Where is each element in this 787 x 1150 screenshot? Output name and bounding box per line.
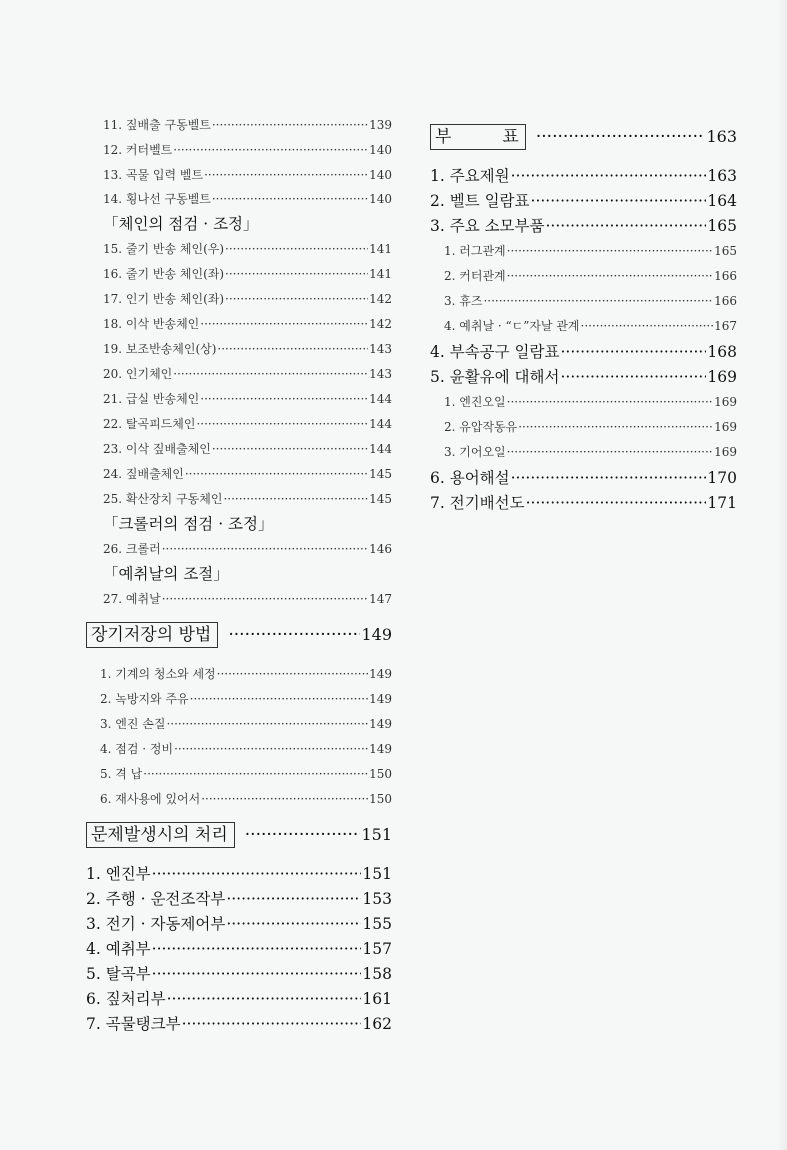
leader-dots — [190, 692, 368, 706]
toc-entry-page: 146 — [369, 542, 392, 556]
toc-entry-label: 6. 용어해설 — [430, 469, 510, 487]
leader-dots — [225, 242, 368, 256]
leader-dots — [162, 592, 368, 606]
toc-entry-page: 166 — [714, 269, 737, 283]
toc-entry-label: 22. 탈곡피드체인 — [103, 417, 196, 431]
toc-entry[interactable] — [103, 166, 392, 183]
leader-dots — [560, 368, 706, 386]
toc-entry-page: 149 — [369, 742, 392, 756]
leader-dots — [560, 343, 706, 361]
toc-entry-page: 139 — [369, 118, 392, 132]
leader-dots — [204, 168, 368, 182]
toc-entry[interactable] — [100, 665, 392, 682]
leader-dots — [182, 1015, 362, 1033]
leader-dots — [545, 217, 706, 235]
toc-entry-label: 27. 예취날 — [103, 592, 161, 606]
toc-entry[interactable] — [103, 141, 392, 158]
toc-entry[interactable] — [103, 590, 392, 607]
toc-entry[interactable] — [103, 116, 392, 133]
toc-entry-label: 24. 짚배출체인 — [103, 467, 184, 481]
toc-entry[interactable] — [100, 715, 392, 732]
leader-dots — [212, 192, 368, 206]
leader-dots — [223, 492, 368, 506]
toc-entry-page: 168 — [707, 343, 737, 361]
leader-dots — [217, 667, 368, 681]
leader-dots — [483, 294, 713, 308]
toc-entry-label: 5. 격 납 — [100, 767, 143, 781]
leader-dots — [162, 542, 368, 556]
toc-entry-page: 155 — [362, 915, 392, 933]
toc-entry-label: 2. 주행 · 운전조작부 — [86, 890, 226, 908]
toc-entry-label: 2. 녹방지와 주유 — [100, 692, 189, 706]
toc-entry-label: 7. 곡물탱크부 — [86, 1015, 181, 1033]
toc-entry[interactable] — [103, 315, 392, 332]
chapter-title: 장기저장의 방법 — [86, 622, 218, 648]
leader-dots — [152, 965, 362, 983]
toc-entry-page: 161 — [362, 990, 392, 1008]
toc-entry-label: 20. 인기체인 — [103, 367, 173, 381]
toc-entry-page: 140 — [369, 192, 392, 206]
toc-entry-page: 158 — [362, 965, 392, 983]
toc-entry[interactable] — [86, 1012, 392, 1034]
chapter-page: 163 — [706, 127, 737, 146]
leader-dots — [228, 625, 360, 645]
toc-entry-label: 4. 예취부 — [86, 940, 151, 958]
toc-entry-page: 164 — [707, 192, 737, 210]
section-heading-crawler: 「크롤러의 점검 · 조정」 — [103, 515, 274, 533]
toc-entry-page: 142 — [369, 292, 392, 306]
toc-entry-label: 19. 보조반송체인(상) — [103, 342, 217, 356]
toc-entry[interactable] — [103, 290, 392, 307]
toc-entry-page: 144 — [369, 392, 392, 406]
toc-entry-label: 16. 줄기 반송 체인(좌) — [103, 267, 225, 281]
toc-entry-label: 21. 급실 반송체인 — [103, 392, 200, 406]
section-heading-blade: 「예취날의 조절」 — [103, 565, 229, 583]
chapter-title: 문제발생시의 처리 — [86, 822, 235, 848]
toc-entry-label: 1. 엔진오일 — [444, 395, 506, 409]
toc-entry-label: 4. 예취날 · “ㄷ”자날 관계 — [444, 319, 580, 333]
toc-entry[interactable] — [103, 540, 392, 557]
leader-dots — [217, 342, 368, 356]
toc-subentry[interactable] — [444, 317, 737, 334]
toc-entry[interactable] — [430, 466, 737, 488]
toc-entry[interactable] — [100, 740, 392, 757]
chapter-heading-trouble[interactable] — [86, 822, 392, 848]
toc-subentry[interactable] — [444, 393, 737, 410]
leader-dots — [212, 118, 368, 132]
toc-entry-label: 4. 점검 · 정비 — [100, 742, 174, 756]
toc-entry[interactable] — [103, 265, 392, 282]
leader-dots — [173, 367, 368, 381]
toc-subentry[interactable] — [444, 418, 737, 435]
toc-entry-page: 165 — [707, 217, 737, 235]
leader-dots — [143, 767, 368, 781]
leader-dots — [511, 167, 707, 185]
leader-dots — [511, 469, 707, 487]
leader-dots — [196, 417, 368, 431]
toc-entry-label: 6. 재사용에 있어서 — [100, 792, 201, 806]
toc-entry[interactable] — [103, 465, 392, 482]
leader-dots — [518, 420, 713, 434]
leader-dots — [152, 940, 362, 958]
toc-entry-page: 140 — [369, 143, 392, 157]
section-heading-chain: 「체인의 점검 · 조정」 — [103, 215, 259, 233]
leader-dots — [166, 717, 368, 731]
chapter-heading-storage[interactable] — [86, 622, 392, 648]
toc-entry-page: 169 — [714, 420, 737, 434]
toc-entry[interactable] — [86, 987, 392, 1009]
leader-dots — [200, 392, 368, 406]
toc-entry-page: 141 — [369, 267, 392, 281]
leader-dots — [152, 865, 362, 883]
leader-dots — [226, 890, 361, 908]
chapter-heading-appendix[interactable] — [430, 124, 737, 150]
toc-subentry[interactable] — [444, 267, 737, 284]
toc-entry[interactable] — [86, 862, 392, 884]
leader-dots — [526, 494, 707, 512]
toc-entry-label: 2. 유압작동유 — [444, 420, 518, 434]
toc-entry-label: 13. 곡물 입력 벨트 — [103, 168, 204, 182]
leader-dots — [581, 319, 714, 333]
toc-entry[interactable] — [100, 690, 392, 707]
toc-entry[interactable] — [100, 765, 392, 782]
toc-entry-page: 162 — [362, 1015, 392, 1033]
leader-dots — [507, 445, 713, 459]
toc-entry-label: 12. 커터벨트 — [103, 143, 173, 157]
leader-dots — [536, 127, 706, 147]
leader-dots — [185, 467, 368, 481]
toc-entry-label: 11. 짚배출 구동벨트 — [103, 118, 211, 132]
toc-entry-label: 3. 기어오일 — [444, 445, 506, 459]
toc-entry-page: 169 — [707, 368, 737, 386]
toc-entry-label: 5. 윤활유에 대해서 — [430, 368, 560, 386]
toc-entry-label: 3. 엔진 손질 — [100, 717, 166, 731]
toc-entry[interactable] — [103, 340, 392, 357]
toc-entry-page: 142 — [369, 317, 392, 331]
toc-entry-label: 2. 커터관계 — [444, 269, 506, 283]
leader-dots — [174, 742, 368, 756]
toc-entry-page: 144 — [369, 442, 392, 456]
leader-dots — [167, 990, 362, 1008]
toc-entry-label: 26. 크롤러 — [103, 542, 161, 556]
toc-entry-label: 23. 이삭 짚배출체인 — [103, 442, 211, 456]
leader-dots — [245, 825, 361, 845]
toc-entry-page: 163 — [707, 167, 737, 185]
toc-entry[interactable] — [103, 415, 392, 432]
toc-entry-label: 3. 휴즈 — [444, 294, 483, 308]
leader-dots — [226, 915, 361, 933]
toc-entry-label: 17. 인기 반송 체인(좌) — [103, 292, 225, 306]
toc-entry[interactable] — [103, 490, 392, 507]
toc-entry-label: 25. 확산장치 구동체인 — [103, 492, 223, 506]
toc-entry-label: 1. 러그관계 — [444, 244, 506, 258]
toc-entry-page: 145 — [369, 467, 392, 481]
toc-entry-page: 169 — [714, 395, 737, 409]
chapter-title: 부 표 — [430, 124, 526, 150]
toc-entry-page: 151 — [362, 865, 392, 883]
page-edge — [777, 0, 787, 1150]
toc-entry-label: 1. 기계의 청소와 세정 — [100, 667, 216, 681]
toc-entry[interactable] — [86, 962, 392, 984]
toc-entry-label: 18. 이삭 반송체인 — [103, 317, 200, 331]
toc-entry[interactable] — [103, 440, 392, 457]
toc-entry-page: 149 — [369, 717, 392, 731]
toc-entry-page: 150 — [369, 767, 392, 781]
toc-entry-page: 147 — [369, 592, 392, 606]
toc-entry-page: 145 — [369, 492, 392, 506]
toc-entry-page: 165 — [714, 244, 737, 258]
leader-dots — [507, 244, 713, 258]
toc-entry-page: 149 — [369, 667, 392, 681]
toc-entry[interactable] — [430, 340, 737, 362]
toc-entry-page: 167 — [714, 319, 737, 333]
toc-entry[interactable] — [430, 164, 737, 186]
toc-entry-page: 143 — [369, 342, 392, 356]
chapter-page: 151 — [361, 825, 392, 844]
toc-entry-page: 166 — [714, 294, 737, 308]
leader-dots — [507, 395, 713, 409]
toc-entry-label: 1. 주요제원 — [430, 167, 510, 185]
toc-entry[interactable] — [430, 214, 737, 236]
toc-entry-label: 2. 벨트 일람표 — [430, 192, 530, 210]
toc-entry-label: 5. 탈곡부 — [86, 965, 151, 983]
toc-entry[interactable] — [100, 790, 392, 807]
toc-entry-page: 153 — [362, 890, 392, 908]
toc-entry-label: 3. 전기 · 자동제어부 — [86, 915, 226, 933]
leader-dots — [225, 267, 368, 281]
leader-dots — [212, 442, 368, 456]
toc-entry-label: 6. 짚처리부 — [86, 990, 166, 1008]
toc-entry[interactable] — [86, 912, 392, 934]
leader-dots — [507, 269, 713, 283]
toc-subentry[interactable] — [444, 443, 737, 460]
toc-entry-page: 157 — [362, 940, 392, 958]
toc-entry-label: 3. 주요 소모부품 — [430, 217, 545, 235]
toc-subentry[interactable] — [444, 242, 737, 259]
toc-entry-page: 149 — [369, 692, 392, 706]
toc-entry[interactable] — [86, 937, 392, 959]
toc-entry[interactable] — [430, 491, 737, 513]
toc-entry-label: 15. 줄기 반송 체인(우) — [103, 242, 225, 256]
toc-entry-page: 150 — [369, 792, 392, 806]
toc-entry[interactable] — [103, 240, 392, 257]
toc-entry-page: 143 — [369, 367, 392, 381]
toc-entry-label: 1. 엔진부 — [86, 865, 151, 883]
toc-entry-label: 4. 부속공구 일람표 — [430, 343, 560, 361]
toc-entry[interactable] — [103, 365, 392, 382]
toc-entry[interactable] — [86, 887, 392, 909]
toc-entry-page: 144 — [369, 417, 392, 431]
toc-entry[interactable] — [103, 390, 392, 407]
toc-entry-page: 171 — [707, 494, 737, 512]
leader-dots — [201, 792, 368, 806]
toc-entry-label: 7. 전기배선도 — [430, 494, 525, 512]
chapter-page: 149 — [361, 625, 392, 644]
toc-entry-page: 140 — [369, 168, 392, 182]
leader-dots — [200, 317, 368, 331]
toc-subentry[interactable] — [444, 292, 737, 309]
toc-entry-page: 141 — [369, 242, 392, 256]
toc-entry[interactable] — [430, 189, 737, 211]
leader-dots — [225, 292, 368, 306]
toc-entry-page: 170 — [707, 469, 737, 487]
leader-dots — [173, 143, 368, 157]
toc-entry-label: 14. 횡나선 구동벨트 — [103, 192, 211, 206]
toc-entry[interactable] — [430, 365, 737, 387]
toc-entry-page: 169 — [714, 445, 737, 459]
leader-dots — [531, 192, 707, 210]
toc-entry[interactable] — [103, 190, 392, 207]
